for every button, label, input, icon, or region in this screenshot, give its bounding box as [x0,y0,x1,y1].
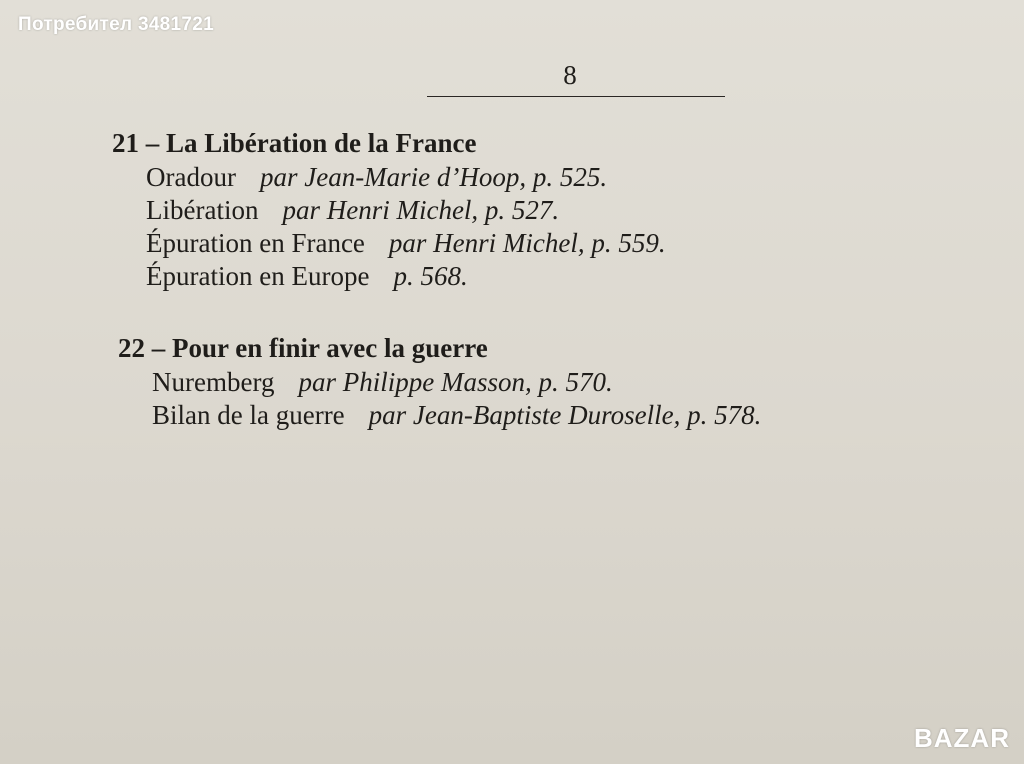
user-watermark: Потребител 3481721 [18,14,215,35]
page-number: 8 [563,60,577,90]
entry-author: par Henri Michel, p. 527. [282,195,560,225]
entry-author: par Philippe Masson, p. 570. [298,367,613,397]
toc-entry-epuration-europe [146,261,468,292]
entry-author: p. 568. [393,261,468,291]
entry-title: Libération [146,195,259,225]
toc-entry-nuremberg [152,367,613,398]
header-rule [427,96,725,97]
entry-title: Épuration en Europe [146,261,370,291]
entry-title: Épuration en France [146,228,365,258]
toc-entry-epuration-france [146,228,666,259]
entry-title: Oradour [146,162,236,192]
section-heading-21: 21 – La Libération de la France [112,128,477,158]
section-heading-22: 22 – Pour en finir avec la guerre [118,333,488,363]
toc-entry-bilan [152,400,761,431]
toc-entry-oradour [146,162,607,193]
entry-title: Nuremberg [152,367,275,397]
toc-entry-liberation [146,195,559,226]
entry-title: Bilan de la guerre [152,400,345,430]
show-through-text [520,120,1020,760]
entry-author: par Jean-Marie d’Hoop, p. 525. [259,162,608,192]
entry-author: par Henri Michel, p. 559. [388,228,666,258]
entry-author: par Jean-Baptiste Duroselle, p. 578. [368,400,762,430]
bazar-logo: BAZAR [914,723,1010,753]
